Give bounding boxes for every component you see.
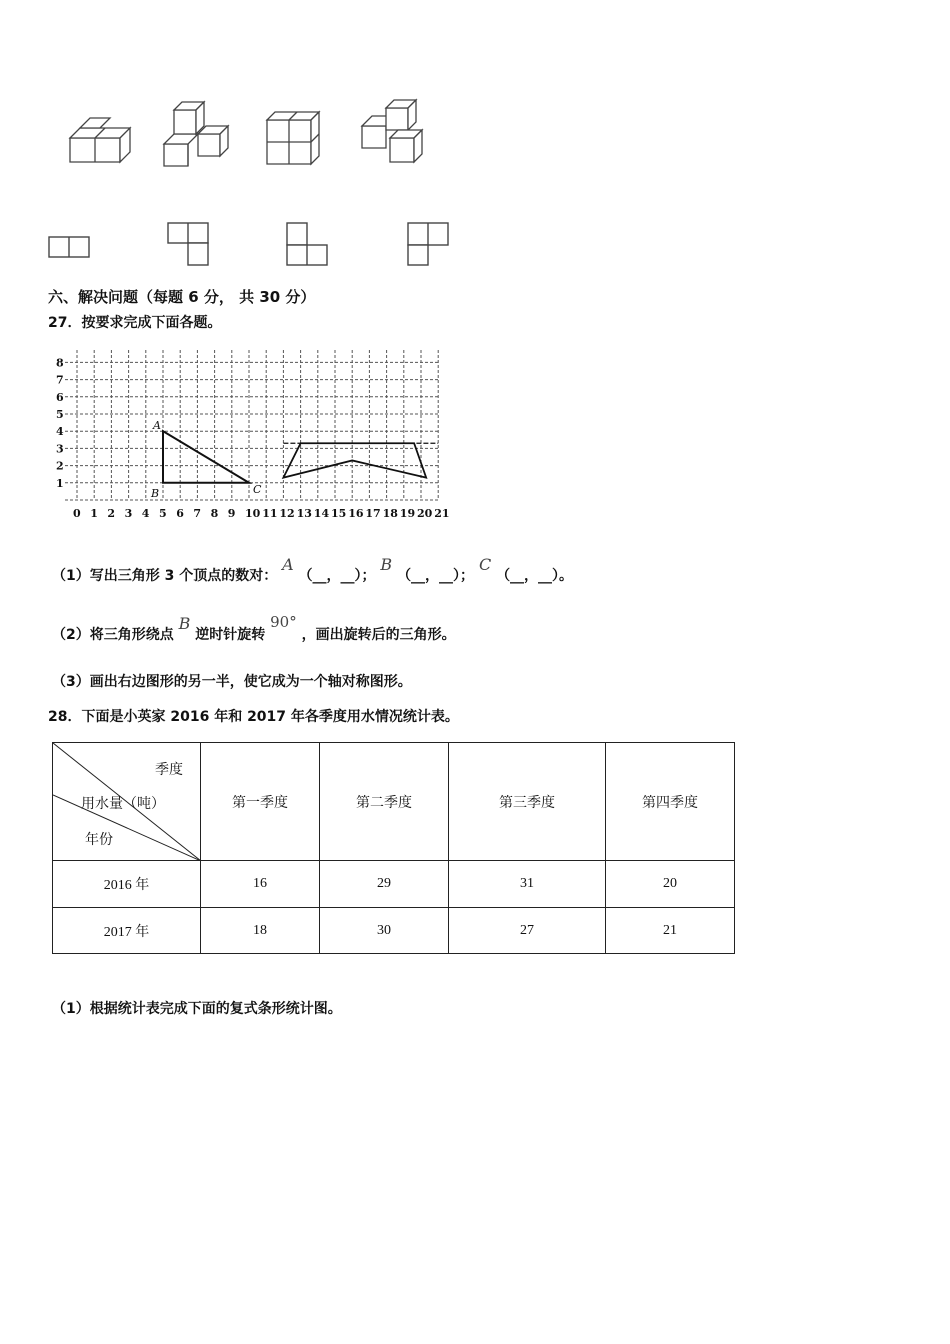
corner-label-usage: 用水量（吨）: [81, 796, 165, 812]
x-tick-label: 14: [313, 507, 330, 520]
half-shape: [283, 443, 426, 477]
x-tick-label: 0: [73, 507, 81, 520]
cube-figure-4: [360, 100, 424, 164]
column-header: 第一季度: [201, 743, 320, 861]
y-tick-label: 1: [56, 476, 64, 490]
cube-figure-1: [66, 118, 126, 166]
water-usage-table: [52, 742, 735, 954]
value-cell: 20: [606, 861, 735, 908]
x-tick-label: 17: [365, 507, 381, 520]
x-tick-label: 9: [227, 507, 236, 520]
corner-label-year: 年份: [85, 832, 113, 848]
y-tick-label: 2: [56, 459, 64, 473]
q28-sub1: （1）根据统计表完成下面的复式条形统计图。: [52, 1001, 342, 1017]
x-tick-label: 16: [348, 507, 364, 520]
column-header: 第二季度: [320, 743, 449, 861]
coordinate-grid: [44, 340, 450, 526]
table-row: [53, 908, 735, 954]
x-tick-label: 8: [210, 507, 219, 520]
point-c-symbol: C: [478, 555, 492, 574]
x-tick-label: 7: [193, 507, 202, 520]
rotation-angle: 90°: [270, 613, 297, 631]
x-tick-label: 12: [279, 507, 295, 520]
x-tick-label: 10: [245, 507, 261, 520]
value-cell: 21: [606, 908, 735, 954]
value-cell: 18: [201, 908, 320, 954]
y-tick-label: 3: [56, 442, 64, 456]
y-tick-label: 7: [56, 373, 64, 387]
x-tick-label: 5: [159, 507, 167, 520]
q27-sub2-mid: 逆时针旋转: [195, 627, 266, 643]
x-tick-label: 19: [399, 507, 416, 520]
value-cell: 30: [320, 908, 449, 954]
q27-sub2: [52, 613, 456, 644]
x-tick-label: 2: [107, 507, 116, 520]
rotation-point-symbol: B: [178, 614, 191, 633]
triangle-abc: [163, 431, 249, 483]
view-figure-2: [167, 222, 211, 268]
cube-figure-3: [265, 110, 321, 166]
section-heading: 六、解决问题（每题 6 分， 共 30 分）: [48, 288, 316, 306]
point-a-symbol: A: [282, 555, 294, 574]
value-cell: 16: [201, 861, 320, 908]
year-cell: 2016 年: [53, 861, 201, 908]
x-tick-label: 18: [382, 507, 398, 520]
x-tick-label: 3: [124, 507, 133, 520]
y-tick-label: 4: [56, 425, 64, 439]
y-tick-label: 5: [56, 408, 64, 421]
x-tick-label: 13: [296, 507, 312, 520]
label-c: C: [253, 482, 262, 496]
x-tick-label: 15: [331, 507, 347, 520]
q27-sub1: [52, 555, 574, 585]
question-27-title: 27．按要求完成下面各题。: [48, 315, 222, 331]
point-b-blank[interactable]: （__，__）；: [397, 568, 475, 584]
label-a: A: [153, 419, 161, 433]
value-cell: 31: [449, 861, 606, 908]
y-tick-label: 6: [56, 390, 64, 404]
q27-sub2-prefix: （2）将三角形绕点: [52, 627, 174, 643]
q27-sub1-prefix: （1）写出三角形 3 个顶点的数对：: [52, 568, 278, 584]
view-figure-1: [48, 236, 92, 258]
value-cell: 27: [449, 908, 606, 954]
view-figure-4: [407, 222, 451, 268]
point-a-blank[interactable]: （__，__）；: [298, 568, 376, 584]
x-tick-label: 6: [176, 507, 184, 520]
x-tick-label: 4: [141, 507, 150, 520]
table-corner-cell: [53, 743, 201, 861]
column-header: 第三季度: [449, 743, 606, 861]
year-cell: 2017 年: [53, 908, 201, 954]
column-header: 第四季度: [606, 743, 735, 861]
q27-sub2-suffix: ，画出旋转后的三角形。: [301, 627, 456, 643]
point-b-symbol: B: [380, 555, 393, 574]
q27-sub3: （3）画出右边图形的另一半，使它成为一个轴对称图形。: [52, 674, 412, 690]
y-tick-label: 8: [56, 356, 64, 370]
value-cell: 29: [320, 861, 449, 908]
question-28-title: 28．下面是小英家 2016 年和 2017 年各季度用水情况统计表。: [48, 709, 459, 725]
x-tick-label: 11: [262, 507, 278, 520]
cube-figure-2: [162, 106, 226, 168]
x-tick-label: 21: [434, 507, 450, 520]
label-b: B: [151, 486, 160, 500]
x-tick-label: 20: [417, 507, 433, 520]
x-tick-label: 1: [90, 507, 98, 520]
corner-label-season: 季度: [155, 762, 183, 778]
view-figure-3: [286, 222, 330, 268]
table-row: [53, 861, 735, 908]
point-c-blank[interactable]: （__，__）。: [496, 568, 574, 584]
